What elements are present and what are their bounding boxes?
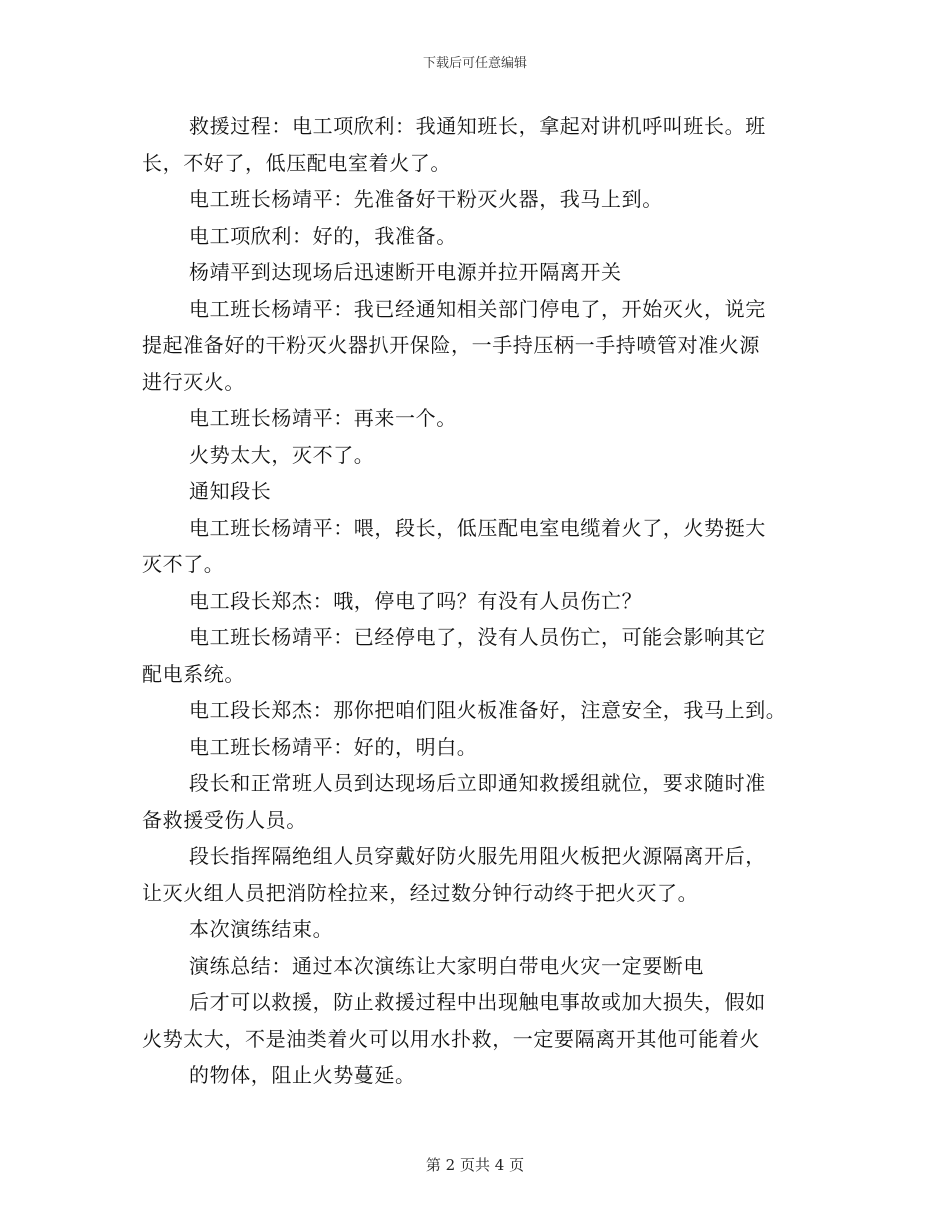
document-body [142,108,808,1094]
text-line: 电工班长杨靖平：再来一个。 [189,406,457,430]
text-line: 灭不了。 [142,552,225,576]
text-line: 后才可以救援，防止救援过程中出现触电事故或加大损失，假如 [189,990,766,1014]
text-line: 进行灭火。 [142,369,245,394]
text-line: 配电系统。 [142,661,245,686]
text-line: 电工段长郑杰：哦，停电了吗？有没有人员伤亡？ [189,588,643,613]
text-line: 本次演练结束。 [189,917,334,941]
text-line: 通知段长 [189,479,272,503]
page-footer: 第 2 页共 4 页 [425,1156,525,1174]
page-header: 下载后可任意编辑 [422,56,527,71]
text-line: 火势太大，灭不了。 [189,442,375,467]
text-line: 的物体，阻止火势蔓延。 [189,1063,416,1087]
text-line: 电工班长杨靖平：好的，明白。 [189,734,478,759]
text-line: 段长指挥隔绝组人员穿戴好防火服先用阻火板把火源隔离开后， [189,844,766,868]
text-line: 电工班长杨靖平：喂，段长，低压配电室电缆着火了，火势挺大 [189,515,766,540]
text-line: 电工项欣利：好的，我准备。 [189,223,457,248]
text-line: 电工班长杨靖平：先准备好干粉灭火器，我马上到。 [189,187,663,211]
text-line: 演练总结：通过本次演练让大家明白带电火灾一定要断电 [189,953,704,978]
text-line: 备救援受伤人员。 [142,807,307,832]
text-line: 火势太大，不是油类着火可以用水扑救，一定要隔离开其他可能着火 [142,1026,760,1051]
text-line: 杨靖平到达现场后迅速断开电源并拉开隔离开关 [189,260,622,284]
text-line: 电工段长郑杰：那你把咱们阻火板准备好，注意安全，我马上到。 [189,698,787,722]
text-line: 让灭火组人员把消防栓拉来，经过数分钟行动终于把火灭了。 [142,880,699,905]
text-line: 救援过程：电工项欣利：我通知班长，拿起对讲机呼叫班长。班 [189,114,766,138]
text-line: 电工班长杨靖平：我已经通知相关部门停电了，开始灭火，说完 [189,296,766,321]
text-line: 长，不好了，低压配电室着火了。 [142,150,451,175]
text-line: 段长和正常班人员到达现场后立即通知救援组就位，要求随时准 [189,771,766,795]
text-line: 电工班长杨靖平：已经停电了，没有人员伤亡，可能会影响其它 [189,625,766,649]
text-line: 提起准备好的干粉灭火器扒开保险，一手持压柄一手持喷管对准火源 [142,333,760,357]
